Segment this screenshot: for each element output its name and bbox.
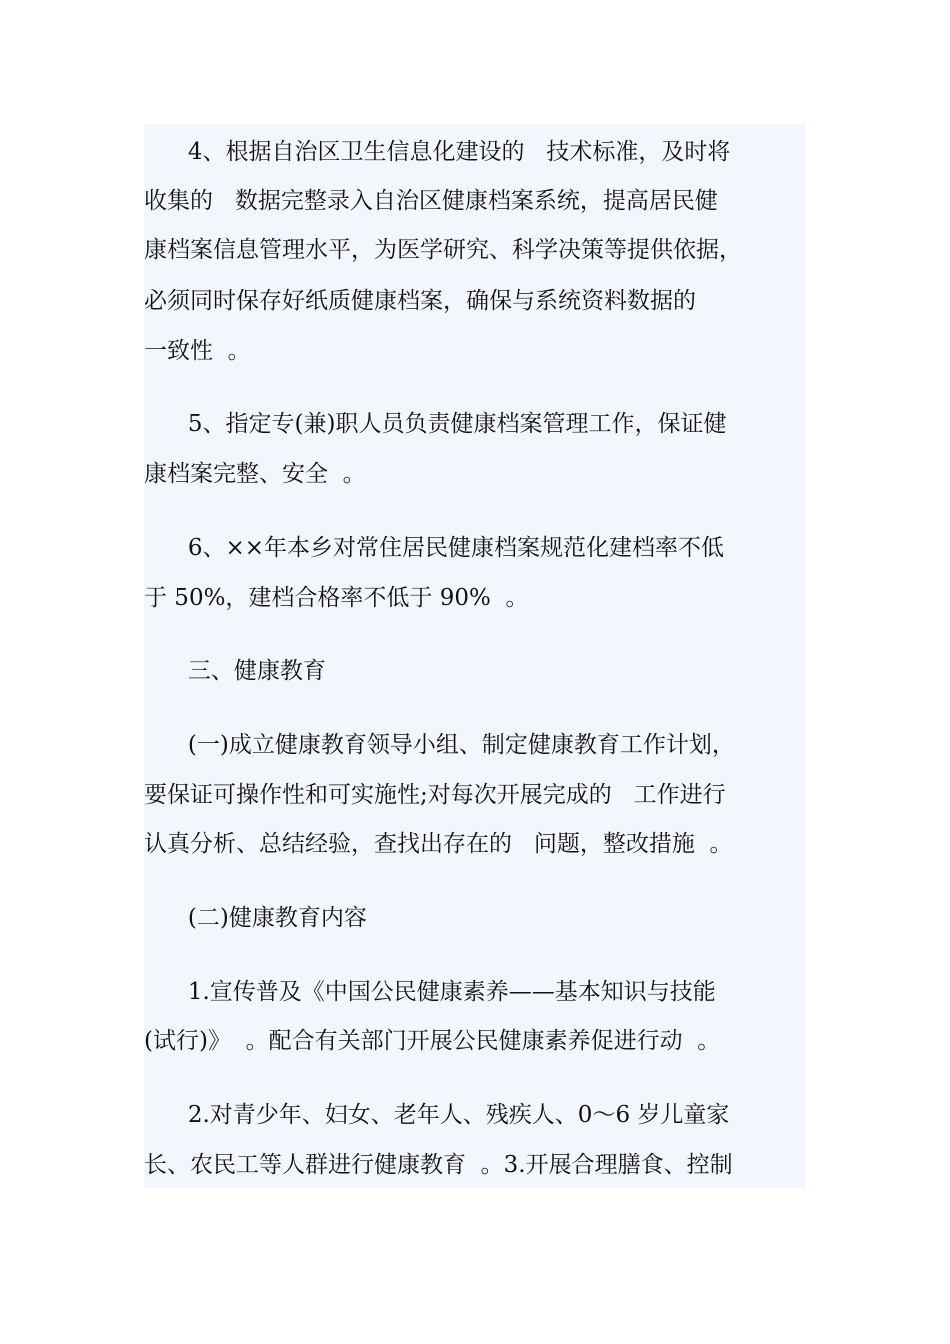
text-line: 1.宣传普及《中国公民健康素养——基本知识与技能 [144, 979, 716, 1005]
text-line: 4、根据自治区卫生信息化建设的 技术标准，及时将 [144, 139, 731, 165]
text-line: 必须同时保存好纸质健康档案，确保与系统资料数据的 [144, 288, 696, 314]
text-line: 6、××年本乡对常住居民健康档案规范化建档率不低 [144, 535, 725, 561]
text-line: (试行)》 。配合有关部门开展公民健康素养促进行动 。 [144, 1028, 721, 1054]
text-line: 康档案完整、安全 。 [144, 461, 366, 487]
text-line: 一致性 。 [144, 338, 251, 364]
document-body [144, 124, 806, 1188]
section-heading: 三、健康教育 [144, 658, 326, 684]
text-line: 5、指定专(兼)职人员负责健康档案管理工作，保证健 [144, 411, 727, 437]
text-line: 2.对青少年、妇女、老年人、残疾人、0～6 岁儿童家 [144, 1102, 730, 1128]
text-line: 于 50%，建档合格率不低于 90% 。 [144, 585, 529, 611]
subsection-heading: (二)健康教育内容 [144, 905, 367, 931]
text-line: 长、农民工等人群进行健康教育 。3.开展合理膳食、控制 [144, 1152, 733, 1178]
text-line: 康档案信息管理水平，为医学研究、科学决策等提供依据， [144, 237, 742, 263]
text-line: 收集的 数据完整录入自治区健康档案系统，提高居民健 [144, 188, 718, 214]
text-line: (一)成立健康教育领导小组、制定健康教育工作计划， [144, 732, 735, 758]
text-line: 要保证可操作性和可实施性;对每次开展完成的 工作进行 [144, 782, 726, 808]
text-line: 认真分析、总结经验，查找出存在的 问题，整改措施 。 [144, 831, 733, 857]
